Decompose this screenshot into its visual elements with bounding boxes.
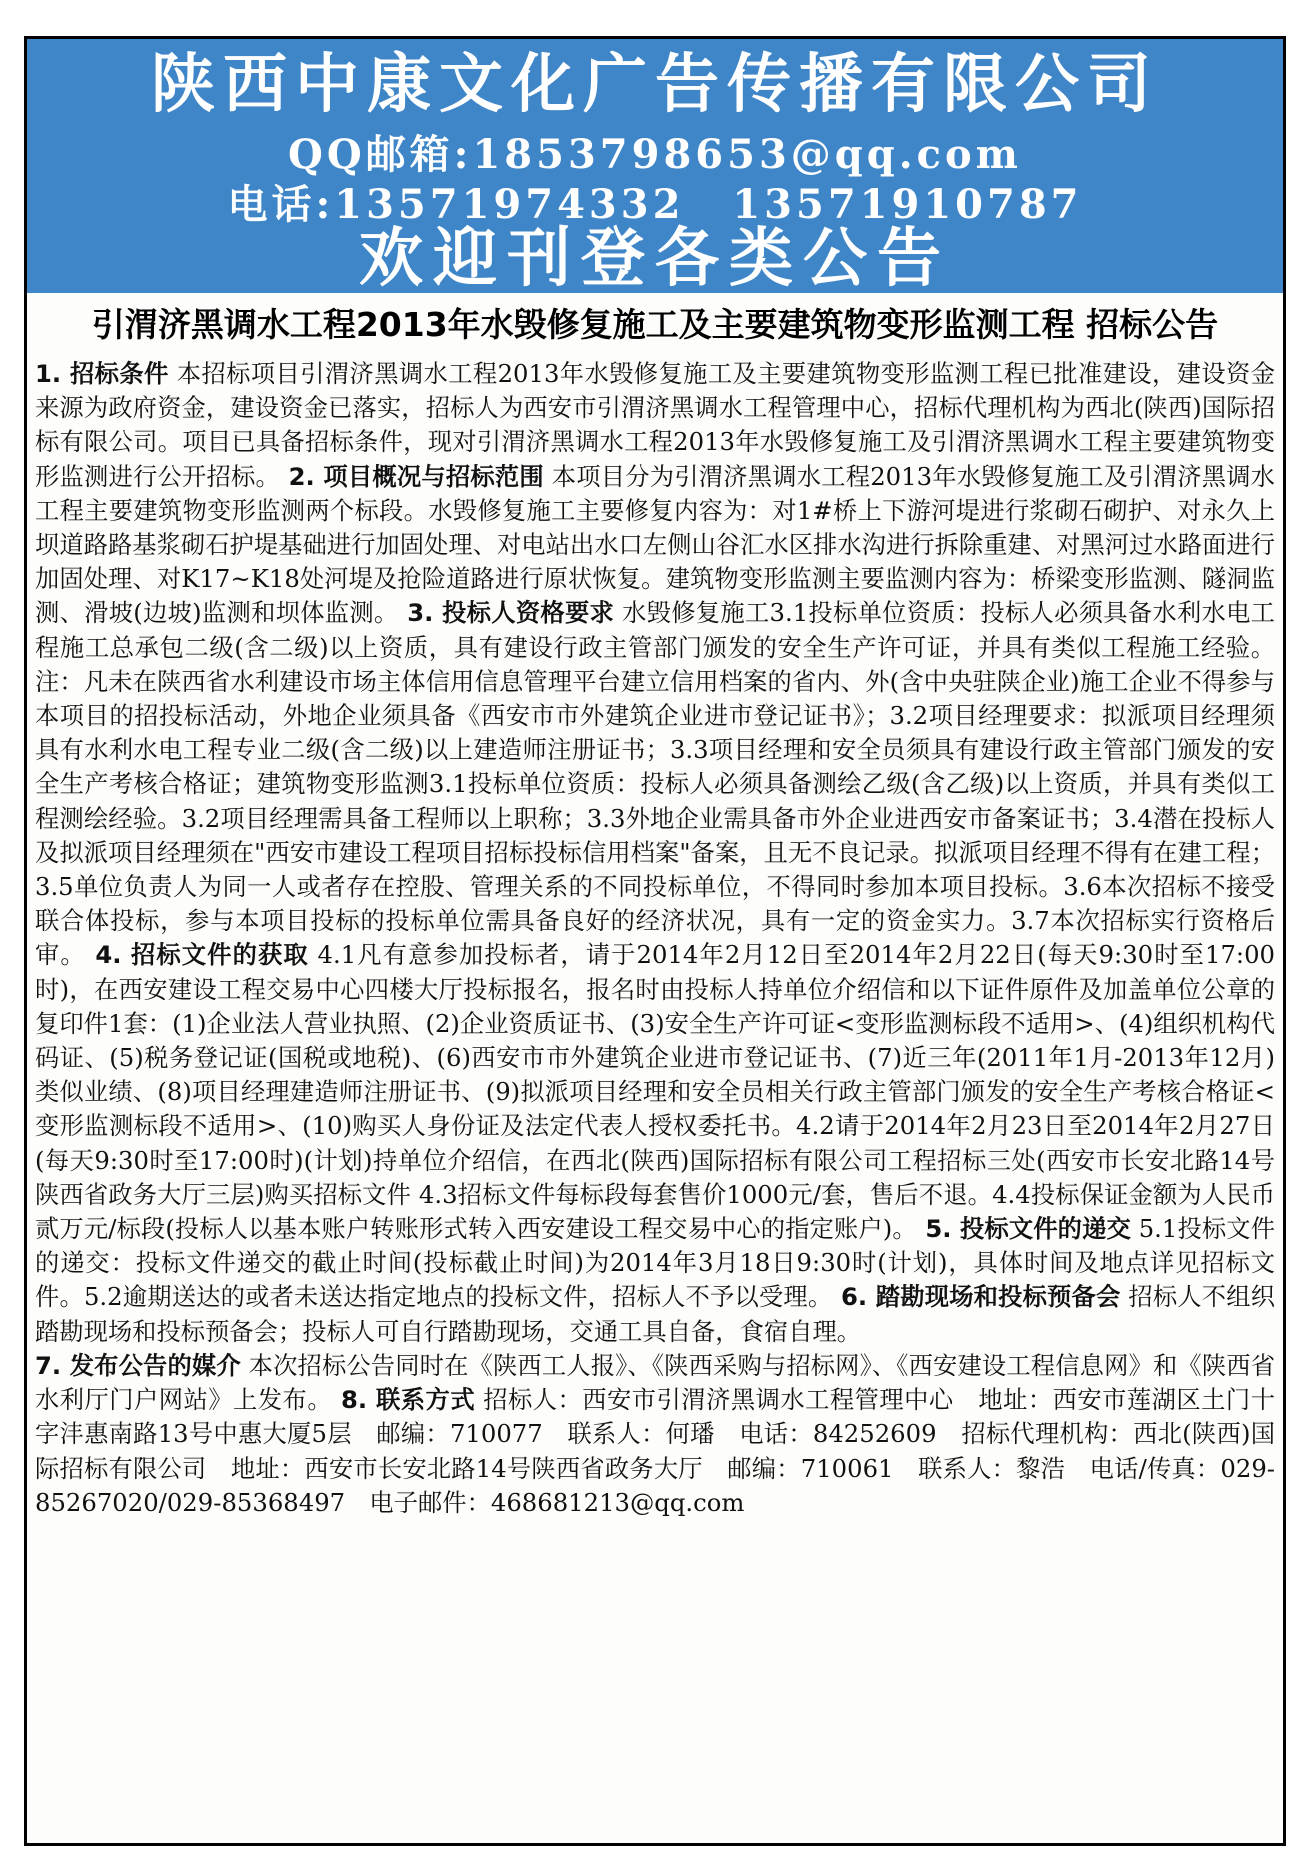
section-8-heading: 8. 联系方式 [332, 1385, 476, 1415]
section-6-text: 招标人不组织踏勘现场和投标预备会；投标人可自行踏勘现场，交通工具自备，食宿自理。 [35, 1282, 1275, 1346]
section-2-heading: 2. 项目概况与招标范围 [279, 461, 544, 491]
section-7-heading: 7. 发布公告的媒介 [35, 1350, 241, 1380]
notice-title: 引渭济黑调水工程2013年水毁修复施工及主要建筑物变形监测工程 招标公告 [91, 305, 1219, 344]
section-3-text: 水毁修复施工3.1投标单位资质：投标人必须具备水利水电工程施工总承包二级(含二级)以上资质，具有建设行政主管部门颁发的安全生产许可证，并具有类似工程施工经验。注：凡未在陕西省水利建设市场主体信用信息管理平台建立信用档案的省内、外(含中央驻陕企业)施工企业不得参与本项目的招投标活动，外地企业须具备《西安市市外建筑企业进市登记证书》；3.2项目经理要求：拟派项目经理须具有水利水电工程专业二级(含二级)以上建造师注册证书；3.3项目经理和安全员须具有建设行政主管部门颁发的安全生产考核合格证；建筑物变形监测3.1投标单位资质：投标人必须具备测绘乙级(含乙级)以上资质，并具有类似工程测绘经验。3.2项目经理需具备工程师以上职称；3.3外地企业需具备市外企业进西安市备案证书；3.4潜在投标人及拟派项目经理须在"西安市建设工程项目招标投标信用档案"备案，且无不良记录。拟派项目经理不得有在建工程；3.5单位负责人为同一人或者存在控股、管理关系的不同投标单位，不得同时参加本项目投标。3.6本次招标不接受联合体投标，参与本项目投标的投标单位需具备良好的经济状况，具有一定的资金实力。3.7本次招标实行资格后审。 [35, 598, 1275, 970]
section-1-text: 本招标项目引渭济黑调水工程2013年水毁修复施工及主要建筑物变形监测工程已批准建设，建设资金来源为政府资金，建设资金已落实，招标人为西安市引渭济黑调水工程管理中心，招标代理机构为西北(陕西)国际招标有限公司。项目已具备招标条件，现对引渭济黑调水工程2013年水毁修复施工及引渭济黑调水工程主要建筑物变形监测进行公开招标。 [35, 359, 1275, 491]
company-name: 陕西中康文化广告传播有限公司 [151, 47, 1159, 122]
section-4-heading: 4. 招标文件的获取 [85, 940, 309, 970]
slogan: 欢迎刊登各类公告 [359, 221, 951, 296]
section-4-text: 4.1凡有意参加投标者，请于2014年2月12日至2014年2月22日(每天9:30时至17:00时)，在西安建设工程交易中心四楼大厅投标报名，报名时由投标人持单位介绍信和以下证件原件及加盖单位公章的复印件1套：(1)企业法人营业执照、(2)企业资质证书、(3)安全生产许可证<变形监测标段不适用>、(4)组织机构代码证、(5)税务登记证(国税或地税)、(6)西安市市外建筑企业进市登记证书、(7)近三年(2011年1月-2013年12月)类似业绩、(8)项目经理建造师注册证书、(9)拟派项目经理和安全员相关行政主管部门颁发的安全生产考核合格证<变形监测标段不适用>、(10)购买人身份证及法定代表人授权委托书。4.2请于2014年2月23日至2014年2月27日(每天9:30时至17:00时)(计划)持单位介绍信，在西北(陕西)国际招标有限公司工程招标三处(西安市长安北路14号陕西省政务大厅三层)购买招标文件 4.3招标文件每标段每套售价1000元/套，售后不退。4.4投标保证金额为人民币贰万元/标段(投标人以基本账户转账形式转入西安建设工程交易中心的指定账户)。 [35, 940, 1275, 1244]
notice-body [35, 357, 1275, 1837]
phone-numbers: 电话:13571974332 13571910787 [227, 181, 1083, 228]
section-7-text: 本次招标公告同时在《陕西工人报》、《陕西采购与招标网》、《西安建设工程信息网》和《陕西省水利厅门户网站》上发布。 [35, 1350, 1275, 1415]
qq-email: QQ邮箱:1853798653@qq.com [288, 131, 1022, 178]
section-1-heading: 1. 招标条件 [35, 359, 169, 388]
section-2-text: 本项目分为引渭济黑调水工程2013年水毁修复施工及引渭济黑调水工程主要建筑物变形监测两个标段。水毁修复施工主要修复内容为：对1#桥上下游河堤进行浆砌石砌护、对永久上坝道路路基浆砌石护堤基础进行加固处理、对电站出水口左侧山谷汇水区排水沟进行拆除重建、对黑河过水路面进行加固处理、对K17~K18处河堤及抢险道路进行原状恢复。建筑物变形监测主要监测内容为：桥梁变形监测、隧洞监测、滑坡(边坡)监测和坝体监测。 [35, 461, 1275, 628]
ad-banner [27, 39, 1283, 296]
section-5-heading: 5. 投标文件的递交 [916, 1214, 1131, 1244]
section-5-text: 5.1投标文件的递交：投标文件递交的截止时间(投标截止时间)为2014年3月18日9:30时(计划)，具体时间及地点详见招标文件。5.2逾期送达的或者未送达指定地点的投标文件，招标人不予以受理。 [35, 1214, 1275, 1312]
section-8-text: 招标人：西安市引渭济黑调水工程管理中心 地址：西安市莲湖区土门十字沣惠南路13号中惠大厦5层 邮编：710077 联系人：何璠 电话：84252609 招标代理机构：西北(陕西)国际招标有限公司 地址：西安市长安北路14号陕西省政务大厅 邮编：710061 联系人：黎浩 电话/传真：029-85267020/029-85368497 电子邮件：468681213@qq.com [35, 1385, 1275, 1517]
section-6-heading: 6. 踏勘现场和投标预备会 [832, 1282, 1121, 1312]
notice-frame [24, 36, 1286, 1846]
section-3-heading: 3. 投标人资格要求 [398, 598, 615, 628]
